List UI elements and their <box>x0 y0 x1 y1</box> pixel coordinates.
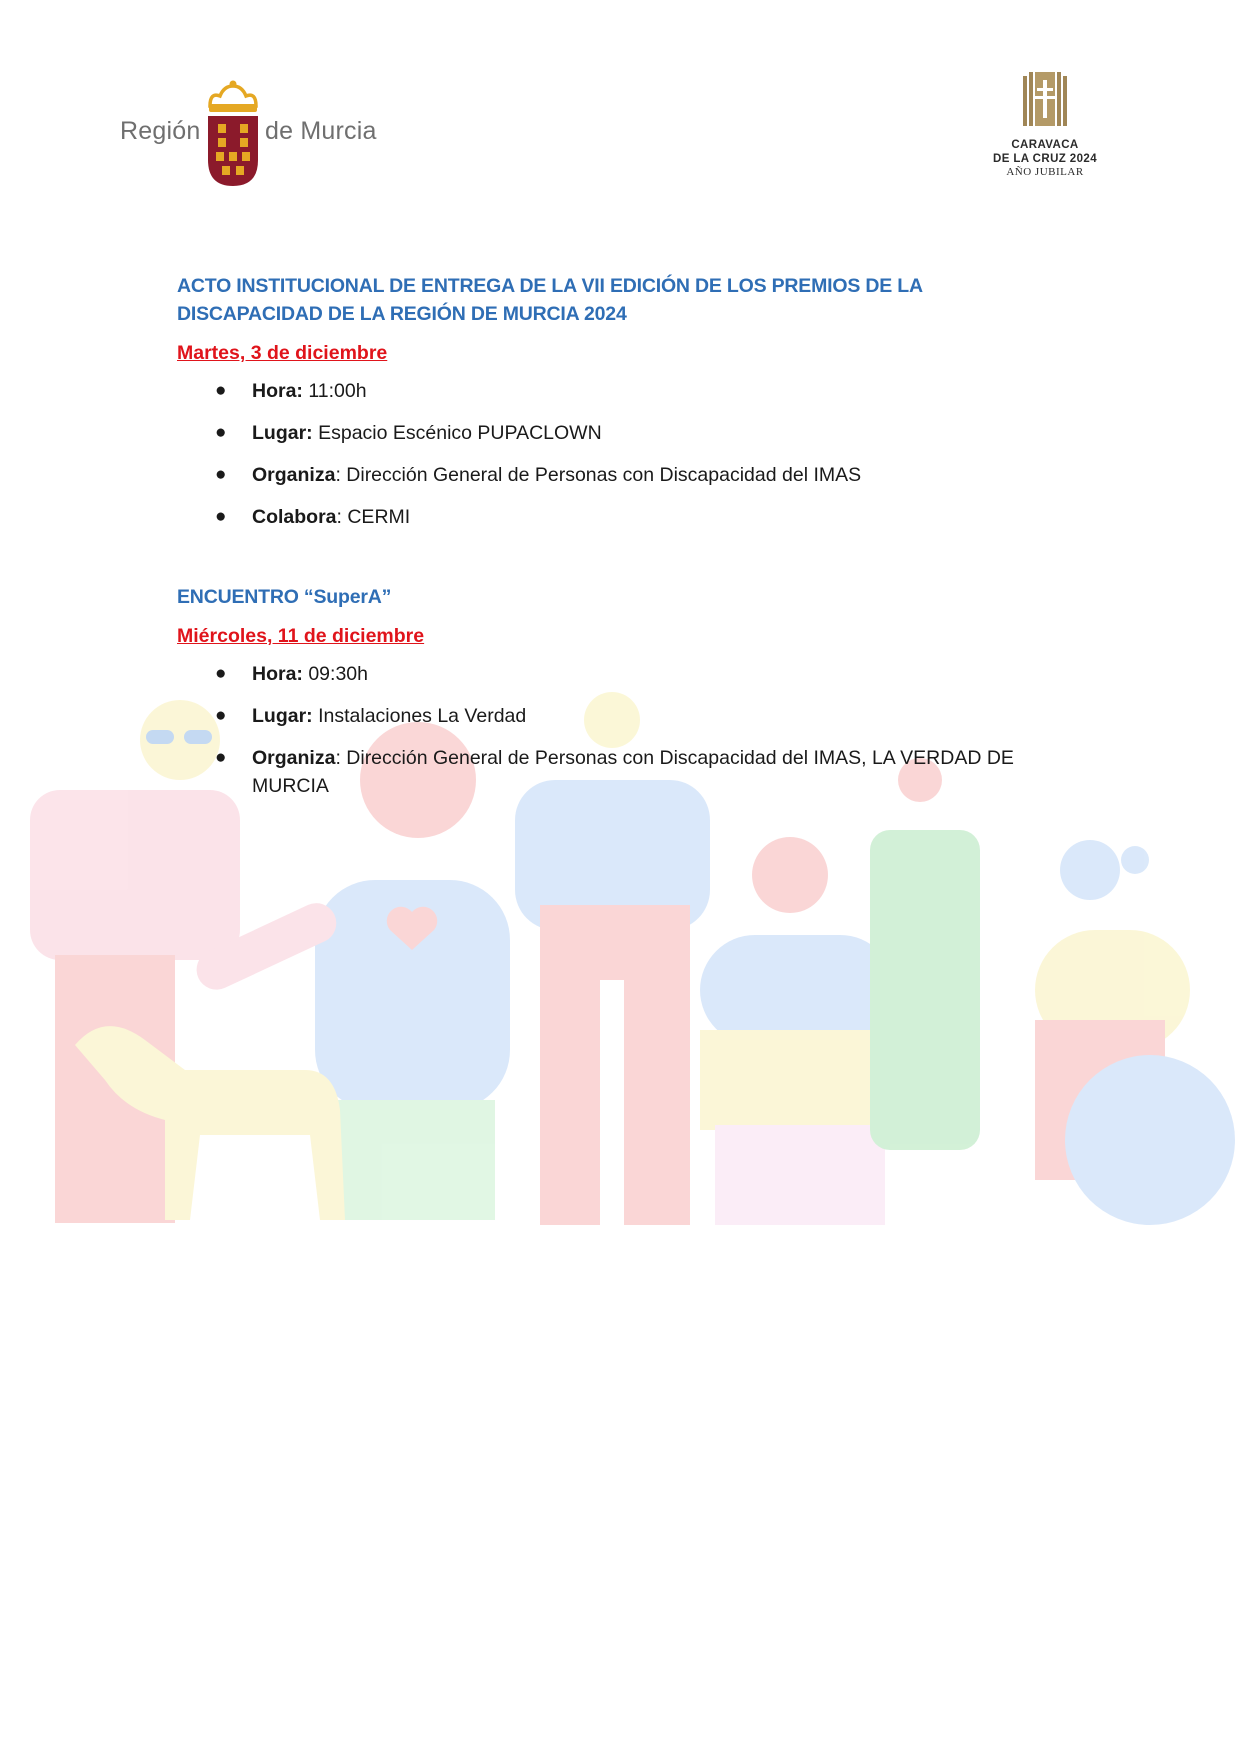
region-de-murcia-logo <box>120 80 380 190</box>
event-1 <box>177 272 1057 531</box>
document-body <box>177 272 1057 814</box>
detail-label: Lugar: <box>252 422 313 444</box>
event-details-list <box>177 377 1057 531</box>
list-item <box>177 744 1057 800</box>
detail-label: Hora: <box>252 663 303 685</box>
event-date: Martes, 3 de diciembre <box>177 342 388 364</box>
list-item <box>177 377 1057 405</box>
detail-label: Lugar: <box>252 705 313 727</box>
logo-text-ano-jubilar: AÑO JUBILAR <box>1006 166 1084 178</box>
detail-value: 11:00h <box>302 380 367 402</box>
detail-value: : Dirección General de Personas con Discapacidad del IMAS <box>335 464 862 486</box>
detail-value: Espacio Escénico PUPACLOWN <box>312 422 602 444</box>
list-item <box>177 702 1057 730</box>
bullet-icon: ● <box>215 747 227 768</box>
logo-text-de-murcia: de Murcia <box>265 117 377 145</box>
logo-text-region: Región <box>120 117 201 145</box>
detail-value: 09:30h <box>302 663 368 685</box>
event-details-list <box>177 660 1057 800</box>
list-item <box>177 503 1057 531</box>
bullet-icon: ● <box>215 380 227 401</box>
list-item <box>177 461 1057 489</box>
event-date: Miércoles, 11 de diciembre <box>177 625 425 647</box>
bullet-icon: ● <box>215 705 227 726</box>
detail-value: : CERMI <box>336 506 411 528</box>
detail-value: Instalaciones La Verdad <box>312 705 527 727</box>
logo-text-de-la-cruz: DE LA CRUZ 2024 <box>993 153 1097 165</box>
logo-text-caravaca: CARAVACA <box>1011 139 1079 151</box>
caravaca-cross-icon <box>1021 72 1069 130</box>
bullet-icon: ● <box>215 506 227 527</box>
event-title: ENCUENTRO “SuperA” <box>177 586 392 608</box>
bullet-icon: ● <box>215 422 227 443</box>
event-2 <box>177 583 1057 800</box>
detail-label: Organiza <box>252 747 336 769</box>
list-item <box>177 660 1057 688</box>
detail-label: Colabora <box>252 506 337 528</box>
bullet-icon: ● <box>215 464 227 485</box>
murcia-crest-icon <box>202 80 264 190</box>
detail-label: Organiza <box>252 464 336 486</box>
detail-value: : Dirección General de Personas con Discapacidad del IMAS, LA VERDAD DE MURCIA <box>252 747 1014 797</box>
caravaca-2024-logo <box>975 72 1115 192</box>
bullet-icon: ● <box>215 663 227 684</box>
list-item <box>177 419 1057 447</box>
detail-label: Hora: <box>252 380 303 402</box>
event-title: ACTO INSTITUCIONAL DE ENTREGA DE LA VII EDICIÓN DE LOS PREMIOS DE LA DISCAPACIDAD DE LA REGIÓN DE MURCIA 2024 <box>177 275 923 325</box>
